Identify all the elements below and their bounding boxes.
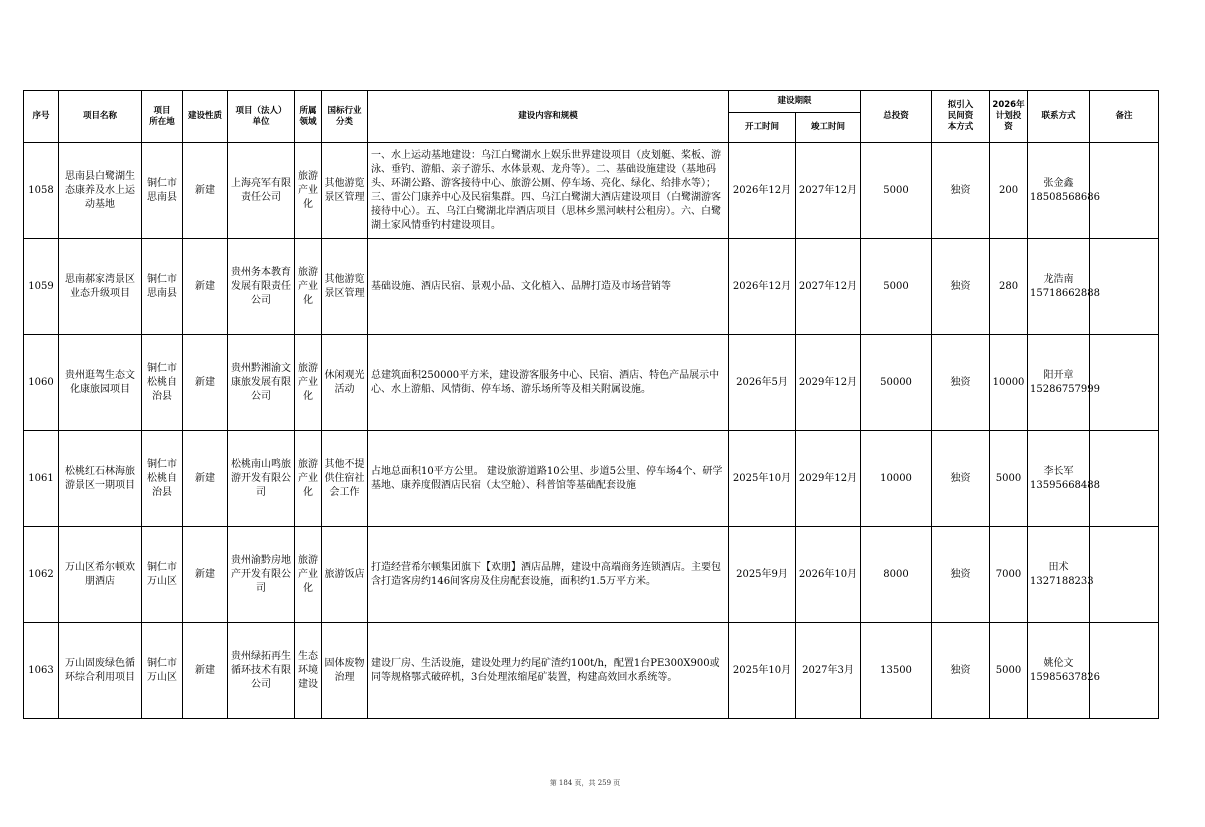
cell-location: 铜仁市万山区 <box>142 623 183 719</box>
cell-start: 2025年10月 <box>729 431 796 527</box>
cell-field: 旅游产业化 <box>295 143 322 239</box>
table-row <box>24 623 1205 719</box>
contact-name: 龙浩南 <box>1043 273 1074 285</box>
contact-name: 阳开章 <box>1043 369 1074 381</box>
header-seq: 序号 <box>24 91 59 143</box>
cell-content: 打造经营希尔顿集团旗下【欢朋】酒店品牌，建设中高端商务连锁酒店。主要包含打造客房约146间客房及住房配套设施，面积约1.5万平方米。 <box>368 527 729 623</box>
table-row <box>24 239 1205 335</box>
cell-plan: 280 <box>990 239 1028 335</box>
cell-plan: 10000 <box>990 335 1028 431</box>
cell-capital: 独资 <box>932 143 990 239</box>
contact-name: 姚伦文 <box>1043 657 1074 669</box>
cell-end: 2027年12月 <box>796 239 861 335</box>
table-row <box>24 431 1205 527</box>
table-row <box>24 335 1205 431</box>
cell-industry: 其他游览景区管理 <box>322 143 368 239</box>
cell-location: 铜仁市思南县 <box>142 143 183 239</box>
header-industry: 国标行业 分类 <box>322 91 368 143</box>
contact-name: 田术 <box>1048 561 1069 573</box>
cell-content: 基础设施、酒店民宿、景观小品、文化植入、品牌打造及市场营销等 <box>368 239 729 335</box>
header-investment: 总投资 <box>861 91 932 143</box>
cell-capital: 独资 <box>932 527 990 623</box>
cell-nature: 新建 <box>183 239 228 335</box>
cell-field: 旅游产业化 <box>295 239 322 335</box>
cell-content: 建设厂房、生活设施，建设处理力约尾矿渣约100t/h，配置1台PE300X900或同等规格鄂式破碎机，3台处理浓缩尾矿装置，构建高效回水系统等。 <box>368 623 729 719</box>
header-unit: 项目（法人） 单位 <box>228 91 295 143</box>
cell-end: 2027年3月 <box>796 623 861 719</box>
cell-nature: 新建 <box>183 335 228 431</box>
cell-name: 贵州逛驾生态文化康旅园项目 <box>59 335 142 431</box>
cell-plan: 7000 <box>990 527 1028 623</box>
cell-name: 思南县白鹭湖生态康养及水上运动基地 <box>59 143 142 239</box>
cell-investment: 8000 <box>861 527 932 623</box>
cell-plan: 5000 <box>990 623 1028 719</box>
header-field: 所属 领域 <box>295 91 322 143</box>
cell-contact <box>1028 335 1101 431</box>
cell-unit: 贵州黔湘渝文康旅发展有限公司 <box>228 335 295 431</box>
cell-investment: 13500 <box>861 623 932 719</box>
cell-remark <box>1090 143 1159 239</box>
cell-seq: 1062 <box>24 527 59 623</box>
cell-unit: 上海亮军有限责任公司 <box>228 143 295 239</box>
cell-end: 2026年10月 <box>796 527 861 623</box>
cell-investment: 10000 <box>861 431 932 527</box>
cell-contact <box>1028 239 1101 335</box>
cell-name: 思南郝家湾景区业态升级项目 <box>59 239 142 335</box>
contact-phone: 15286757999 <box>1030 383 1101 395</box>
cell-location: 铜仁市松桃自治县 <box>142 431 183 527</box>
cell-start: 2025年10月 <box>729 623 796 719</box>
cell-content: 占地总面积10平方公里。 建设旅游道路10公里、步道5公里、停车场4个、研学基地、康养度假酒店民宿（太空舱）、科普馆等基础配套设施 <box>368 431 729 527</box>
cell-investment: 5000 <box>861 143 932 239</box>
cell-nature: 新建 <box>183 431 228 527</box>
cell-nature: 新建 <box>183 143 228 239</box>
cell-location: 铜仁市思南县 <box>142 239 183 335</box>
cell-unit: 松桃南山鸣旅游开发有限公司 <box>228 431 295 527</box>
cell-remark <box>1090 335 1159 431</box>
cell-field: 生态环境建设 <box>295 623 322 719</box>
cell-industry: 休闲观光活动 <box>322 335 368 431</box>
cell-location: 铜仁市松桃自治县 <box>142 335 183 431</box>
cell-industry: 其他游览景区管理 <box>322 239 368 335</box>
header-nature: 建设性质 <box>183 91 228 143</box>
contact-phone: 13595668488 <box>1030 479 1101 491</box>
cell-seq: 1061 <box>24 431 59 527</box>
page-footer: 第 184 页，共 259 页 <box>549 779 621 787</box>
cell-end: 2029年12月 <box>796 335 861 431</box>
cell-seq: 1063 <box>24 623 59 719</box>
cell-plan: 5000 <box>990 431 1028 527</box>
header-end: 竣工时间 <box>796 113 861 143</box>
header-plan: 2026年计划投 资 <box>990 91 1028 143</box>
cell-start: 2025年9月 <box>729 527 796 623</box>
table-row <box>24 143 1205 239</box>
cell-investment: 5000 <box>861 239 932 335</box>
cell-unit: 贵州绿拓再生循环技术有限公司 <box>228 623 295 719</box>
header-content: 建设内容和规模 <box>368 91 729 143</box>
header-start: 开工时间 <box>729 113 796 143</box>
cell-content: 一、水上运动基地建设：乌江白鹭湖水上娱乐世界建设项目（皮划艇、桨板、游泳、垂钓、游船、亲子游乐、水体景观、龙舟等）。二、基础设施建设（基地码头、环湖公路、游客接待中心、旅游公厕、停车场、亮化、绿化、给排水等）；三、雷公门康养中心及民宿集群。四、乌江白鹭湖大酒店建设项目（白鹭湖游客接待中心）。五、乌江白鹭湖北岸酒店项目（思林乡黑河峡村公租房）。六、白鹭湖土家风情垂钓村建设项目。 <box>368 143 729 239</box>
cell-remark <box>1090 431 1159 527</box>
cell-nature: 新建 <box>183 623 228 719</box>
cell-unit: 贵州渝黔房地产开发有限公司 <box>228 527 295 623</box>
contact-phone: 1327188233 <box>1030 575 1094 587</box>
cell-name: 万山区希尔顿欢朋酒店 <box>59 527 142 623</box>
cell-location: 铜仁市万山区 <box>142 527 183 623</box>
cell-start: 2026年5月 <box>729 335 796 431</box>
cell-remark <box>1090 623 1159 719</box>
cell-contact <box>1028 143 1101 239</box>
cell-start: 2026年12月 <box>729 143 796 239</box>
cell-investment: 50000 <box>861 335 932 431</box>
header-name: 项目名称 <box>59 91 142 143</box>
cell-start: 2026年12月 <box>729 239 796 335</box>
header-location: 项目 所在地 <box>142 91 183 143</box>
cell-field: 旅游产业化 <box>295 527 322 623</box>
header-period: 建设期限 <box>729 91 861 113</box>
contact-name: 李长军 <box>1043 465 1074 477</box>
cell-end: 2029年12月 <box>796 431 861 527</box>
cell-industry: 旅游饭店 <box>322 527 368 623</box>
cell-industry: 其他不提供住宿社会工作 <box>322 431 368 527</box>
cell-content: 总建筑面积250000平方米，建设游客服务中心、民宿、酒店、特色产品展示中心、水上游船、风情街、停车场、游乐场所等及相关附属设施。 <box>368 335 729 431</box>
cell-seq: 1058 <box>24 143 59 239</box>
cell-name: 万山固废绿色循环综合利用项目 <box>59 623 142 719</box>
cell-name: 松桃红石林海旅游景区一期项目 <box>59 431 142 527</box>
cell-contact <box>1028 527 1094 623</box>
contact-name: 张金鑫 <box>1043 177 1074 189</box>
project-table <box>23 90 1205 719</box>
cell-seq: 1059 <box>24 239 59 335</box>
cell-capital: 独资 <box>932 623 990 719</box>
cell-seq: 1060 <box>24 335 59 431</box>
cell-end: 2027年12月 <box>796 143 861 239</box>
cell-remark <box>1090 239 1159 335</box>
cell-industry: 固体废物治理 <box>322 623 368 719</box>
contact-phone: 15985637826 <box>1030 671 1101 683</box>
contact-phone: 15718662888 <box>1030 287 1101 299</box>
cell-remark <box>1090 527 1159 623</box>
cell-capital: 独资 <box>932 431 990 527</box>
cell-nature: 新建 <box>183 527 228 623</box>
header-remark: 备注 <box>1090 91 1159 143</box>
header-capital: 拟引入 民间资 本方式 <box>932 91 990 143</box>
cell-field: 旅游产业化 <box>295 431 322 527</box>
cell-field: 旅游产业化 <box>295 335 322 431</box>
cell-unit: 贵州务本教育发展有限责任公司 <box>228 239 295 335</box>
cell-plan: 200 <box>990 143 1028 239</box>
contact-phone: 18508568686 <box>1030 191 1101 203</box>
cell-capital: 独资 <box>932 239 990 335</box>
table-row <box>24 527 1205 623</box>
cell-contact <box>1028 431 1101 527</box>
header-contact: 联系方式 <box>1028 91 1090 143</box>
cell-capital: 独资 <box>932 335 990 431</box>
cell-contact <box>1028 623 1101 719</box>
